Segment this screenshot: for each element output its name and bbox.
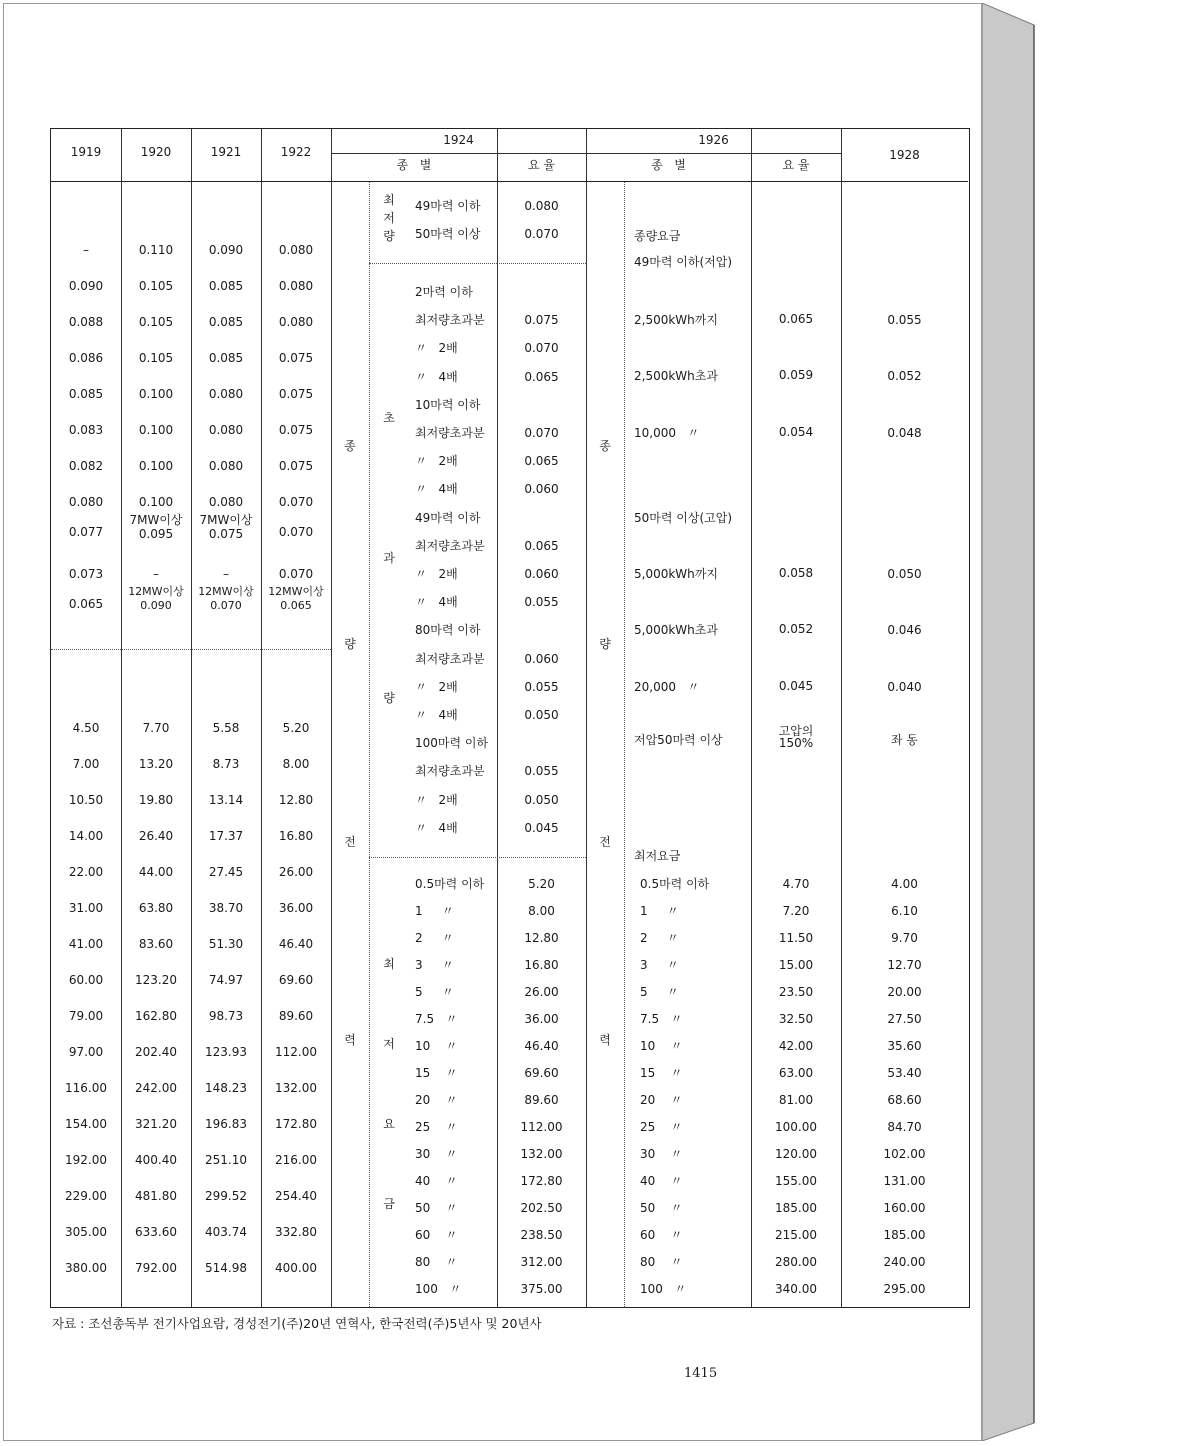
cell-c1922: 172.80 — [275, 1117, 317, 1131]
rate-1924: 0.065 — [524, 538, 559, 553]
cell-c1920: 13.20 — [138, 757, 174, 771]
cell-c1922: 0.070 — [278, 567, 314, 581]
rate-1924: 0.055 — [524, 764, 559, 779]
cell-c1920: 19.80 — [138, 793, 174, 807]
cell-c1922: 0.075 — [278, 351, 314, 365]
vlabel-min: 최 저 량 — [383, 193, 395, 243]
document-page — [3, 3, 982, 1441]
cell-c1920: 162.80 — [135, 1009, 177, 1023]
minfee-rate-1928: 185.00 — [883, 1228, 926, 1242]
rate-1924: 0.050 — [524, 792, 559, 807]
cell-c1920: 0.100 — [138, 423, 174, 437]
minfee-rate-1928: 131.00 — [883, 1174, 926, 1188]
cell-c1919: 10.50 — [68, 793, 104, 807]
rate-1924: 0.065 — [524, 454, 559, 469]
cell-c1919: 31.00 — [68, 901, 104, 915]
cell-c1920: 242.00 — [135, 1081, 177, 1095]
vlabel-1926-4: 력 — [599, 1033, 611, 1047]
rate-1928: 좌 동 — [891, 733, 918, 747]
cell-c1919: 154.00 — [65, 1117, 107, 1131]
cell-c1921: 13.14 — [208, 793, 244, 807]
cell-c1919: 22.00 — [68, 865, 104, 879]
kind-1926: 종량요금 — [634, 229, 681, 243]
cell-c1921: 8.73 — [212, 757, 240, 771]
minfee-kind-1926: 1 〃 — [640, 904, 679, 918]
cell-c1920: 0.105 — [138, 315, 174, 329]
minfee-rate-1924: 69.60 — [524, 1066, 559, 1080]
minfee-kind-1924: 5 〃 — [415, 985, 454, 999]
kind-1924: 〃 2배 — [415, 792, 458, 807]
kind-1924: 10마력 이하 — [415, 397, 481, 412]
cell-c1922: 332.80 — [275, 1225, 317, 1239]
minfee-rate-1926: 185.00 — [775, 1201, 817, 1215]
vlabel-minfee: 요 — [383, 1117, 395, 1131]
cell-c1921: 403.74 — [205, 1225, 247, 1239]
minfee-kind-1924: 20 〃 — [415, 1093, 458, 1107]
kind-1924: 〃 4배 — [415, 820, 458, 835]
rate-1924: 0.070 — [524, 426, 559, 440]
cell-c1922: 5.20 — [282, 721, 310, 735]
cell-c1922: 36.00 — [278, 901, 314, 915]
cell-c1921: 299.52 — [205, 1189, 247, 1203]
kind-1924: 최저량초과분 — [415, 764, 485, 779]
cell-c1920: 123.20 — [135, 973, 177, 987]
rate-1926: 0.052 — [778, 622, 814, 636]
cell-c1919: 380.00 — [65, 1261, 107, 1275]
cell-c1922: 16.80 — [278, 829, 314, 843]
minfee-rate-1924: 89.60 — [524, 1093, 559, 1107]
sub-rule-1924 — [369, 181, 370, 1307]
minfee-rate-1924: 12.80 — [524, 931, 559, 945]
minfee-rate-1928: 68.60 — [887, 1093, 922, 1107]
minfee-rate-1924: 5.20 — [528, 877, 555, 891]
vlabel-minfee: 최 — [383, 957, 395, 971]
minfee-rate-1928: 9.70 — [891, 931, 918, 945]
kind-1924: 최저량초과분 — [415, 538, 485, 553]
minfee-rate-1928: 295.00 — [883, 1282, 926, 1296]
minfee-rate-1928: 53.40 — [887, 1066, 922, 1080]
minfee-kind-1926: 0.5마력 이하 — [640, 877, 710, 891]
cell-c1922: 8.00 — [282, 757, 310, 771]
cell-c1922: 216.00 — [275, 1153, 317, 1167]
cell-c1919: 0.083 — [68, 423, 104, 437]
rate-1928: 0.040 — [887, 680, 922, 694]
minfee-kind-1924: 2 〃 — [415, 931, 454, 945]
vlabel-1926-1: 종 — [599, 439, 611, 453]
kind-1924: 〃 4배 — [415, 595, 458, 610]
minfee-kind-1924: 1 〃 — [415, 904, 454, 918]
cell-c1921: 27.45 — [208, 865, 244, 879]
kind-1924: 100마력 이하 — [415, 736, 489, 751]
vlabel-1924-4: 력 — [344, 1033, 356, 1047]
vlabel-1926-2: 량 — [599, 637, 611, 651]
rate-1924: 0.055 — [524, 679, 559, 694]
cell-c1919: 60.00 — [68, 973, 104, 987]
cell-c1919: 192.00 — [65, 1153, 107, 1167]
rate-1924: 0.060 — [524, 482, 559, 497]
minfee-kind-1924: 100 〃 — [415, 1282, 462, 1296]
cell-c1922: 0.080 — [278, 243, 314, 257]
minfee-rate-1926: 280.00 — [775, 1255, 817, 1269]
cell-c1921: 0.080 — [208, 387, 244, 401]
minfee-rate-1928: 20.00 — [887, 985, 922, 999]
kind-1926: 10,000 〃 — [634, 426, 700, 440]
rate-1926: 0.054 — [778, 425, 814, 439]
minfee-kind-1926: 30 〃 — [640, 1147, 683, 1161]
sep-1924-min-over-rate — [497, 263, 586, 264]
rate-1926: 0.058 — [778, 566, 814, 580]
header-rule — [51, 181, 968, 182]
kind-1926: 5,000kWh초과 — [634, 623, 718, 637]
cell-c1919: 0.086 — [68, 351, 104, 365]
minfee-rate-1926: 11.50 — [778, 931, 814, 945]
minfee-rate-1926: 155.00 — [775, 1174, 817, 1188]
cell-c1921: 0.080 — [208, 423, 244, 437]
minfee-rate-1928: 160.00 — [883, 1201, 926, 1215]
header-1919: 1919 — [70, 145, 102, 159]
minfee-rate-1928: 4.00 — [891, 877, 918, 891]
vlabel-1924-3: 전 — [344, 835, 356, 849]
cell-c1922: 254.40 — [275, 1189, 317, 1203]
cell-c1922: 46.40 — [278, 937, 314, 951]
cell-c1921: 0.080 — [208, 459, 244, 473]
cell-c1922: 0.070 — [278, 495, 314, 509]
rate-1926: 고압의 150% — [778, 724, 814, 750]
page-number: 1415 — [684, 1366, 718, 1381]
minfee-rate-1926: 340.00 — [775, 1282, 817, 1296]
minfee-rate-1926: 4.70 — [782, 877, 810, 891]
cell-c1921: 196.83 — [205, 1117, 247, 1131]
minfee-rate-1924: 112.00 — [520, 1120, 563, 1134]
cell-c1921: 0.085 — [208, 279, 244, 293]
minfee-kind-1926: 3 〃 — [640, 958, 679, 972]
cell-c1921: 123.93 — [205, 1045, 247, 1059]
minfee-rate-1924: 238.50 — [520, 1228, 563, 1242]
minfee-rate-1928: 84.70 — [887, 1120, 922, 1134]
cell-c1921: 0.085 — [208, 351, 244, 365]
source-note: 자료 : 조선총독부 전기사업요람, 경성전기(주)20년 연혁사, 한국전력(주)5년사 및 20년사 — [52, 1316, 542, 1331]
minfee-kind-1926: 100 〃 — [640, 1282, 687, 1296]
rate-1926: 0.065 — [778, 312, 814, 326]
cell-c1921: 0.080 — [208, 495, 244, 509]
cell-c1919: 97.00 — [68, 1045, 104, 1059]
vlabel-minfee: 저 — [383, 1037, 395, 1051]
kind-1926: 49마력 이하(저압) — [634, 255, 732, 269]
cell-c1922: 0.075 — [278, 387, 314, 401]
cell-c1919: 229.00 — [65, 1189, 107, 1203]
rate-1928: 0.048 — [887, 426, 922, 440]
cell-c1919: 0.082 — [68, 459, 104, 473]
cell-c1922: 0.080 — [278, 279, 314, 293]
vlabel-1926-3: 전 — [599, 835, 611, 849]
vlabel-over: 과 — [383, 551, 395, 565]
kind-1926: 최저요금 — [634, 849, 681, 863]
kind-1924: 최저량초과분 — [415, 313, 485, 328]
cell-c1919: 41.00 — [68, 937, 104, 951]
cell-c1922: 26.00 — [278, 865, 314, 879]
header-1928: 1928 — [889, 148, 920, 162]
cell-c1922: 0.075 — [278, 459, 314, 473]
cell-c1921: 38.70 — [208, 901, 244, 915]
minfee-rate-1926: 81.00 — [778, 1093, 814, 1107]
cell-c1921: 148.23 — [205, 1081, 247, 1095]
minfee-kind-1926: 5 〃 — [640, 985, 679, 999]
cell-c1919: – — [83, 243, 89, 257]
rate-table — [50, 128, 970, 1308]
rate-1926: 0.059 — [778, 368, 814, 382]
cell-c1919: 4.50 — [72, 721, 100, 735]
rate-1924: 0.070 — [524, 341, 559, 356]
col-rule — [331, 129, 332, 1307]
minfee-rate-1926: 23.50 — [778, 985, 814, 999]
cell-c1921: 51.30 — [208, 937, 244, 951]
rate-1928: 0.052 — [887, 369, 922, 383]
minfee-rate-1924: 312.00 — [520, 1255, 563, 1269]
cell-c1921: 12MW이상 0.070 — [198, 585, 254, 612]
minfee-kind-1924: 7.5 〃 — [415, 1012, 458, 1026]
kind-1924: 50마력 이상 — [415, 227, 481, 241]
rate-1924: 0.045 — [524, 820, 559, 835]
kind-1926: 5,000kWh까지 — [634, 567, 718, 581]
cell-c1922: 132.00 — [275, 1081, 317, 1095]
cell-c1920: 202.40 — [135, 1045, 177, 1059]
minfee-kind-1926: 10 〃 — [640, 1039, 683, 1053]
header-1926: 1926 — [698, 133, 729, 147]
minfee-kind-1926: 40 〃 — [640, 1174, 683, 1188]
cell-c1920: 7MW이상 0.095 — [129, 513, 183, 541]
minfee-kind-1924: 50 〃 — [415, 1201, 458, 1215]
kind-1924: 〃 2배 — [415, 679, 458, 694]
kind-1926: 20,000 〃 — [634, 680, 700, 694]
cell-c1921: 98.73 — [208, 1009, 244, 1023]
header-1921: 1921 — [210, 145, 242, 159]
kind-1924: 49마력 이하 — [415, 199, 481, 213]
vlabel-1924-2: 량 — [344, 637, 356, 651]
minfee-rate-1926: 15.00 — [778, 958, 814, 972]
cell-c1920: 0.105 — [138, 351, 174, 365]
cell-c1919: 79.00 — [68, 1009, 104, 1023]
kind-1926: 2,500kWh초과 — [634, 369, 718, 383]
minfee-rate-1928: 240.00 — [883, 1255, 926, 1269]
cell-c1922: 89.60 — [278, 1009, 314, 1023]
minfee-kind-1924: 3 〃 — [415, 958, 454, 972]
cell-c1921: 0.090 — [208, 243, 244, 257]
cell-c1922: 69.60 — [278, 973, 314, 987]
sep-1924-min-over — [369, 263, 497, 264]
cell-c1921: 514.98 — [205, 1261, 247, 1275]
kind-1924: 최저량초과분 — [415, 426, 485, 440]
header-rule-top — [331, 153, 841, 154]
rate-1924: 0.075 — [524, 313, 559, 328]
minfee-rate-1924: 172.80 — [520, 1174, 563, 1188]
kind-1926: 50마력 이상(고압) — [634, 511, 732, 525]
minfee-rate-1926: 42.00 — [778, 1039, 814, 1053]
minfee-rate-1924: 26.00 — [524, 985, 559, 999]
minfee-rate-1924: 202.50 — [520, 1201, 563, 1215]
minfee-kind-1926: 60 〃 — [640, 1228, 683, 1242]
rate-1924: 0.055 — [524, 595, 559, 610]
cell-c1919: 305.00 — [65, 1225, 107, 1239]
cell-c1921: 74.97 — [208, 973, 244, 987]
minfee-rate-1926: 63.00 — [778, 1066, 814, 1080]
cell-c1921: 0.085 — [208, 315, 244, 329]
minfee-rate-1928: 102.00 — [883, 1147, 926, 1161]
kind-1924: 〃 4배 — [415, 482, 458, 497]
minfee-rate-1924: 16.80 — [524, 958, 559, 972]
cell-c1922: 0.075 — [278, 423, 314, 437]
cell-c1922: 112.00 — [275, 1045, 317, 1059]
rate-1924: 0.060 — [524, 651, 559, 666]
cell-c1919: 0.077 — [68, 525, 104, 539]
cell-c1920: 400.40 — [135, 1153, 177, 1167]
vlabel-over: 초 — [383, 411, 395, 425]
rate-1926: 0.045 — [778, 679, 814, 693]
cell-c1921: 5.58 — [212, 721, 240, 735]
minfee-rate-1926: 215.00 — [775, 1228, 817, 1242]
cell-c1919: 7.00 — [72, 757, 100, 771]
minfee-kind-1926: 2 〃 — [640, 931, 679, 945]
kind-1924: 〃 2배 — [415, 567, 458, 581]
kind-1924: 〃 4배 — [415, 708, 458, 722]
kind-1926: 2,500kWh까지 — [634, 313, 718, 327]
header-1924: 1924 — [443, 133, 474, 147]
minfee-kind-1926: 25 〃 — [640, 1120, 683, 1134]
minfee-kind-1924: 10 〃 — [415, 1039, 458, 1053]
minfee-kind-1926: 50 〃 — [640, 1201, 683, 1215]
minfee-rate-1924: 36.00 — [524, 1012, 559, 1026]
kind-1924: 〃 2배 — [415, 454, 458, 469]
cell-c1920: 44.00 — [138, 865, 174, 879]
minfee-kind-1924: 15 〃 — [415, 1066, 458, 1080]
rate-1924: 0.070 — [524, 227, 559, 241]
sep-1924-over-minfee — [369, 857, 586, 858]
header-kind-1926: 종 별 — [651, 158, 686, 172]
minfee-rate-1928: 27.50 — [887, 1012, 922, 1026]
cell-c1919: 0.088 — [68, 315, 104, 329]
minfee-rate-1926: 7.20 — [782, 904, 810, 918]
cell-c1919: 0.085 — [68, 387, 104, 401]
cell-c1919: 116.00 — [65, 1081, 107, 1095]
cell-c1920: 26.40 — [138, 829, 174, 843]
vlabel-1924-1: 종 — [344, 439, 356, 453]
cell-c1920: 0.105 — [138, 279, 174, 293]
vlabel-over: 량 — [383, 691, 395, 705]
minfee-rate-1928: 6.10 — [891, 904, 918, 918]
cell-c1919: 14.00 — [68, 829, 104, 843]
cell-c1919: 0.073 — [68, 567, 104, 581]
cell-c1920: 321.20 — [135, 1117, 177, 1131]
minfee-kind-1926: 7.5 〃 — [640, 1012, 683, 1026]
header-1922: 1922 — [280, 145, 312, 159]
cell-c1920: 633.60 — [135, 1225, 177, 1239]
cell-c1921: 17.37 — [208, 829, 244, 843]
cell-c1920: 63.80 — [138, 901, 174, 915]
kind-1924: 최저량초과분 — [415, 651, 485, 666]
header-rate-1926: 요 율 — [782, 158, 810, 172]
minfee-kind-1924: 25 〃 — [415, 1120, 458, 1134]
minfee-kind-1924: 40 〃 — [415, 1174, 458, 1188]
kind-1924: 〃 2배 — [415, 341, 458, 356]
col-rule — [586, 129, 587, 1307]
header-1920: 1920 — [140, 145, 172, 159]
cell-c1920: 12MW이상 0.090 — [128, 585, 184, 612]
minfee-kind-1926: 20 〃 — [640, 1093, 683, 1107]
minfee-kind-1924: 30 〃 — [415, 1147, 458, 1161]
cell-c1920: 7.70 — [142, 721, 170, 735]
header-rate-1924: 요 율 — [528, 158, 555, 172]
minfee-rate-1928: 12.70 — [887, 958, 922, 972]
cell-c1922: 0.080 — [278, 315, 314, 329]
minfee-rate-1924: 46.40 — [524, 1039, 559, 1053]
minfee-rate-1924: 8.00 — [528, 904, 555, 918]
minfee-rate-1926: 120.00 — [775, 1147, 817, 1161]
rate-1924: 0.060 — [524, 567, 559, 581]
rate-1928: 0.055 — [887, 313, 922, 327]
minfee-rate-1928: 35.60 — [887, 1039, 922, 1053]
kind-1924: 〃 4배 — [415, 369, 458, 384]
rate-1924: 0.050 — [524, 708, 559, 722]
cell-c1921: 251.10 — [205, 1153, 247, 1167]
cell-c1920: 0.110 — [138, 243, 174, 257]
header-kind-1924: 종 별 — [396, 158, 432, 172]
cell-c1922: 12MW이상 0.065 — [268, 585, 324, 612]
minfee-rate-1926: 32.50 — [778, 1012, 814, 1026]
rate-1924: 0.080 — [524, 199, 559, 213]
vlabel-minfee: 금 — [383, 1197, 395, 1211]
minfee-kind-1926: 80 〃 — [640, 1255, 683, 1269]
cell-c1922: 0.070 — [278, 525, 314, 539]
minfee-kind-1926: 15 〃 — [640, 1066, 683, 1080]
cell-c1919: 0.090 — [68, 279, 104, 293]
kind-1924: 80마력 이하 — [415, 623, 481, 638]
cell-c1922: 400.00 — [275, 1261, 317, 1275]
cell-c1922: 12.80 — [278, 793, 314, 807]
minfee-rate-1924: 375.00 — [520, 1282, 563, 1296]
rate-1928: 0.046 — [887, 623, 922, 637]
cell-c1920: 0.100 — [138, 459, 174, 473]
kind-1924: 49마력 이하 — [415, 510, 481, 525]
cell-c1919: 0.080 — [68, 495, 104, 509]
page-stack-edge — [982, 3, 1036, 1441]
cell-c1919: 0.065 — [68, 597, 104, 611]
cell-c1920: 0.100 — [138, 495, 174, 509]
cell-c1920: 792.00 — [135, 1261, 177, 1275]
minfee-kind-1924: 60 〃 — [415, 1228, 458, 1242]
minfee-rate-1924: 132.00 — [520, 1147, 563, 1161]
kind-1926: 저압50마력 이상 — [634, 733, 723, 747]
minfee-kind-1924: 0.5마력 이하 — [415, 877, 485, 891]
rate-1924: 0.065 — [524, 369, 559, 384]
sep-early — [51, 649, 331, 650]
cell-c1921: – — [223, 567, 229, 581]
cell-c1920: 83.60 — [138, 937, 174, 951]
cell-c1921: 7MW이상 0.075 — [199, 513, 253, 541]
minfee-kind-1924: 80 〃 — [415, 1255, 458, 1269]
cell-c1920: – — [153, 567, 159, 581]
kind-1924: 2마력 이하 — [415, 285, 473, 299]
cell-c1920: 0.100 — [138, 387, 174, 401]
rate-1928: 0.050 — [887, 567, 922, 581]
minfee-rate-1926: 100.00 — [775, 1120, 817, 1134]
cell-c1920: 481.80 — [135, 1189, 177, 1203]
